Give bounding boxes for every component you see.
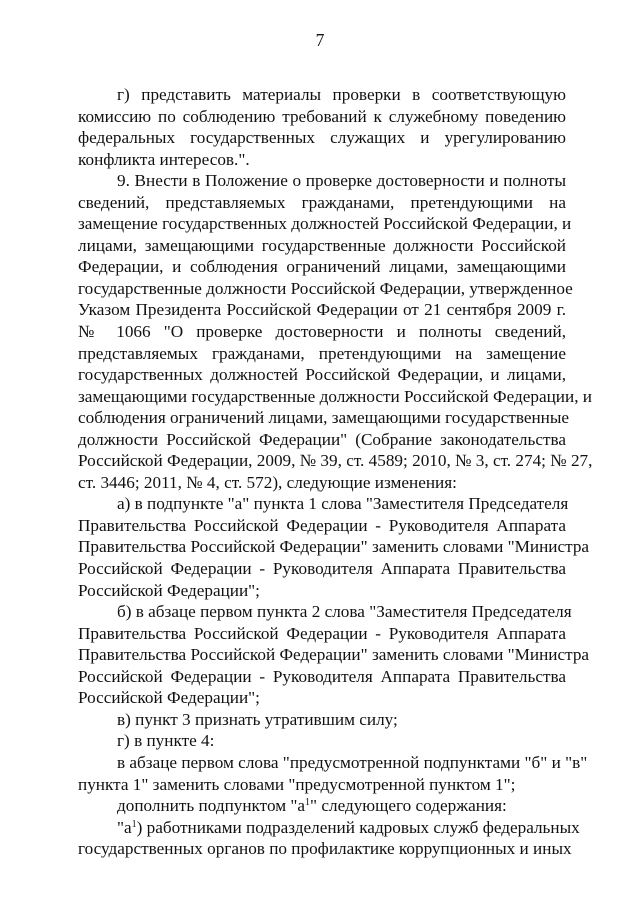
text-line: б) в абзаце первом пункта 2 слова "Заместителя Председателя (117, 602, 572, 622)
document-body (78, 84, 593, 860)
text-line: г) представить материалы проверки в соответствующую (117, 85, 566, 104)
text-line: Указом Президента Российской Федерации от 21 сентября 2009 г. (78, 300, 566, 320)
page-number: 7 (315, 30, 325, 50)
text-line: соблюдения ограничений лицами, замещающими государственные (78, 408, 570, 428)
text-line: Правительства Российской Федерации - Руководителя Аппарата (78, 623, 566, 643)
text-line-33: дополнить подпунктом "$а^1$" следующего содержания: (117, 796, 507, 816)
text-line: г) в пункте 4: (117, 731, 215, 751)
text-line: ст. 3446; 2011, № 4, ст. 572), следующие изменения: (78, 472, 457, 492)
text-line: федеральных государственных служащих и урегулированию (78, 128, 566, 148)
text-line: Российской Федерации"; (78, 580, 260, 600)
text-line: государственные должности Российской Федерации, утвержденное (78, 278, 573, 298)
text-line: замещающими государственные должности Российской Федерации, и (78, 386, 592, 406)
text-line: конфликта интересов.". (78, 149, 250, 169)
text-line: Российской Федерации"; (78, 688, 260, 708)
text-line: лицами, замещающими государственные должности Российской (78, 235, 566, 255)
text-line: Российской Федерации - Руководителя Аппарата Правительства (78, 559, 566, 579)
text-line: должности Российской Федерации" (Собрание законодательства (78, 429, 566, 449)
text-line: Федерации, и соблюдения ограничений лицами, замещающими (78, 257, 566, 277)
text-line: Российской Федерации - Руководителя Аппарата Правительства (78, 666, 566, 686)
text-line-35: государственных органов по профилактике коррупционных и иных (78, 839, 572, 859)
text-line: пункта 1" заменить словами "предусмотренной пунктом 1"; (78, 774, 516, 794)
text-line: в абзаце первом слова "предусмотренной подпунктами "б" и "в" (117, 752, 588, 772)
text-line: сведений, представляемых гражданами, претендующими на (78, 192, 566, 212)
text-line: замещение государственных должностей Российской Федерации, и (78, 214, 572, 234)
text-line: государственных должностей Российской Федерации, и лицами, (78, 365, 566, 385)
text-line: Правительства Российской Федерации" заменить словами "Министра (78, 537, 590, 557)
text-line: Правительства Российской Федерации - Руководителя Аппарата (78, 515, 566, 535)
text-line: комиссию по соблюдению требований к служебному поведению (78, 106, 566, 126)
paragraph-lines (78, 84, 593, 795)
text-line: Российской Федерации, 2009, № 39, ст. 4589; 2010, № 3, ст. 274; № 27, (78, 451, 593, 471)
text-line-34: "$а^1$) работниками подразделений кадровых служб федеральных (117, 817, 580, 837)
text-line: представляемых гражданами, претендующими на замещение (78, 343, 566, 363)
text-line: а) в подпункте "а" пункта 1 слова "Заместителя Председателя (117, 494, 569, 514)
text-line: в) пункт 3 признать утратившим силу; (117, 709, 398, 729)
text-line: Правительства Российской Федерации" заменить словами "Министра (78, 645, 590, 665)
text-line: № 1066 "О проверке достоверности и полноты сведений, (78, 322, 566, 342)
text-line: 9. Внести в Положение о проверке достоверности и полноты (117, 171, 566, 191)
